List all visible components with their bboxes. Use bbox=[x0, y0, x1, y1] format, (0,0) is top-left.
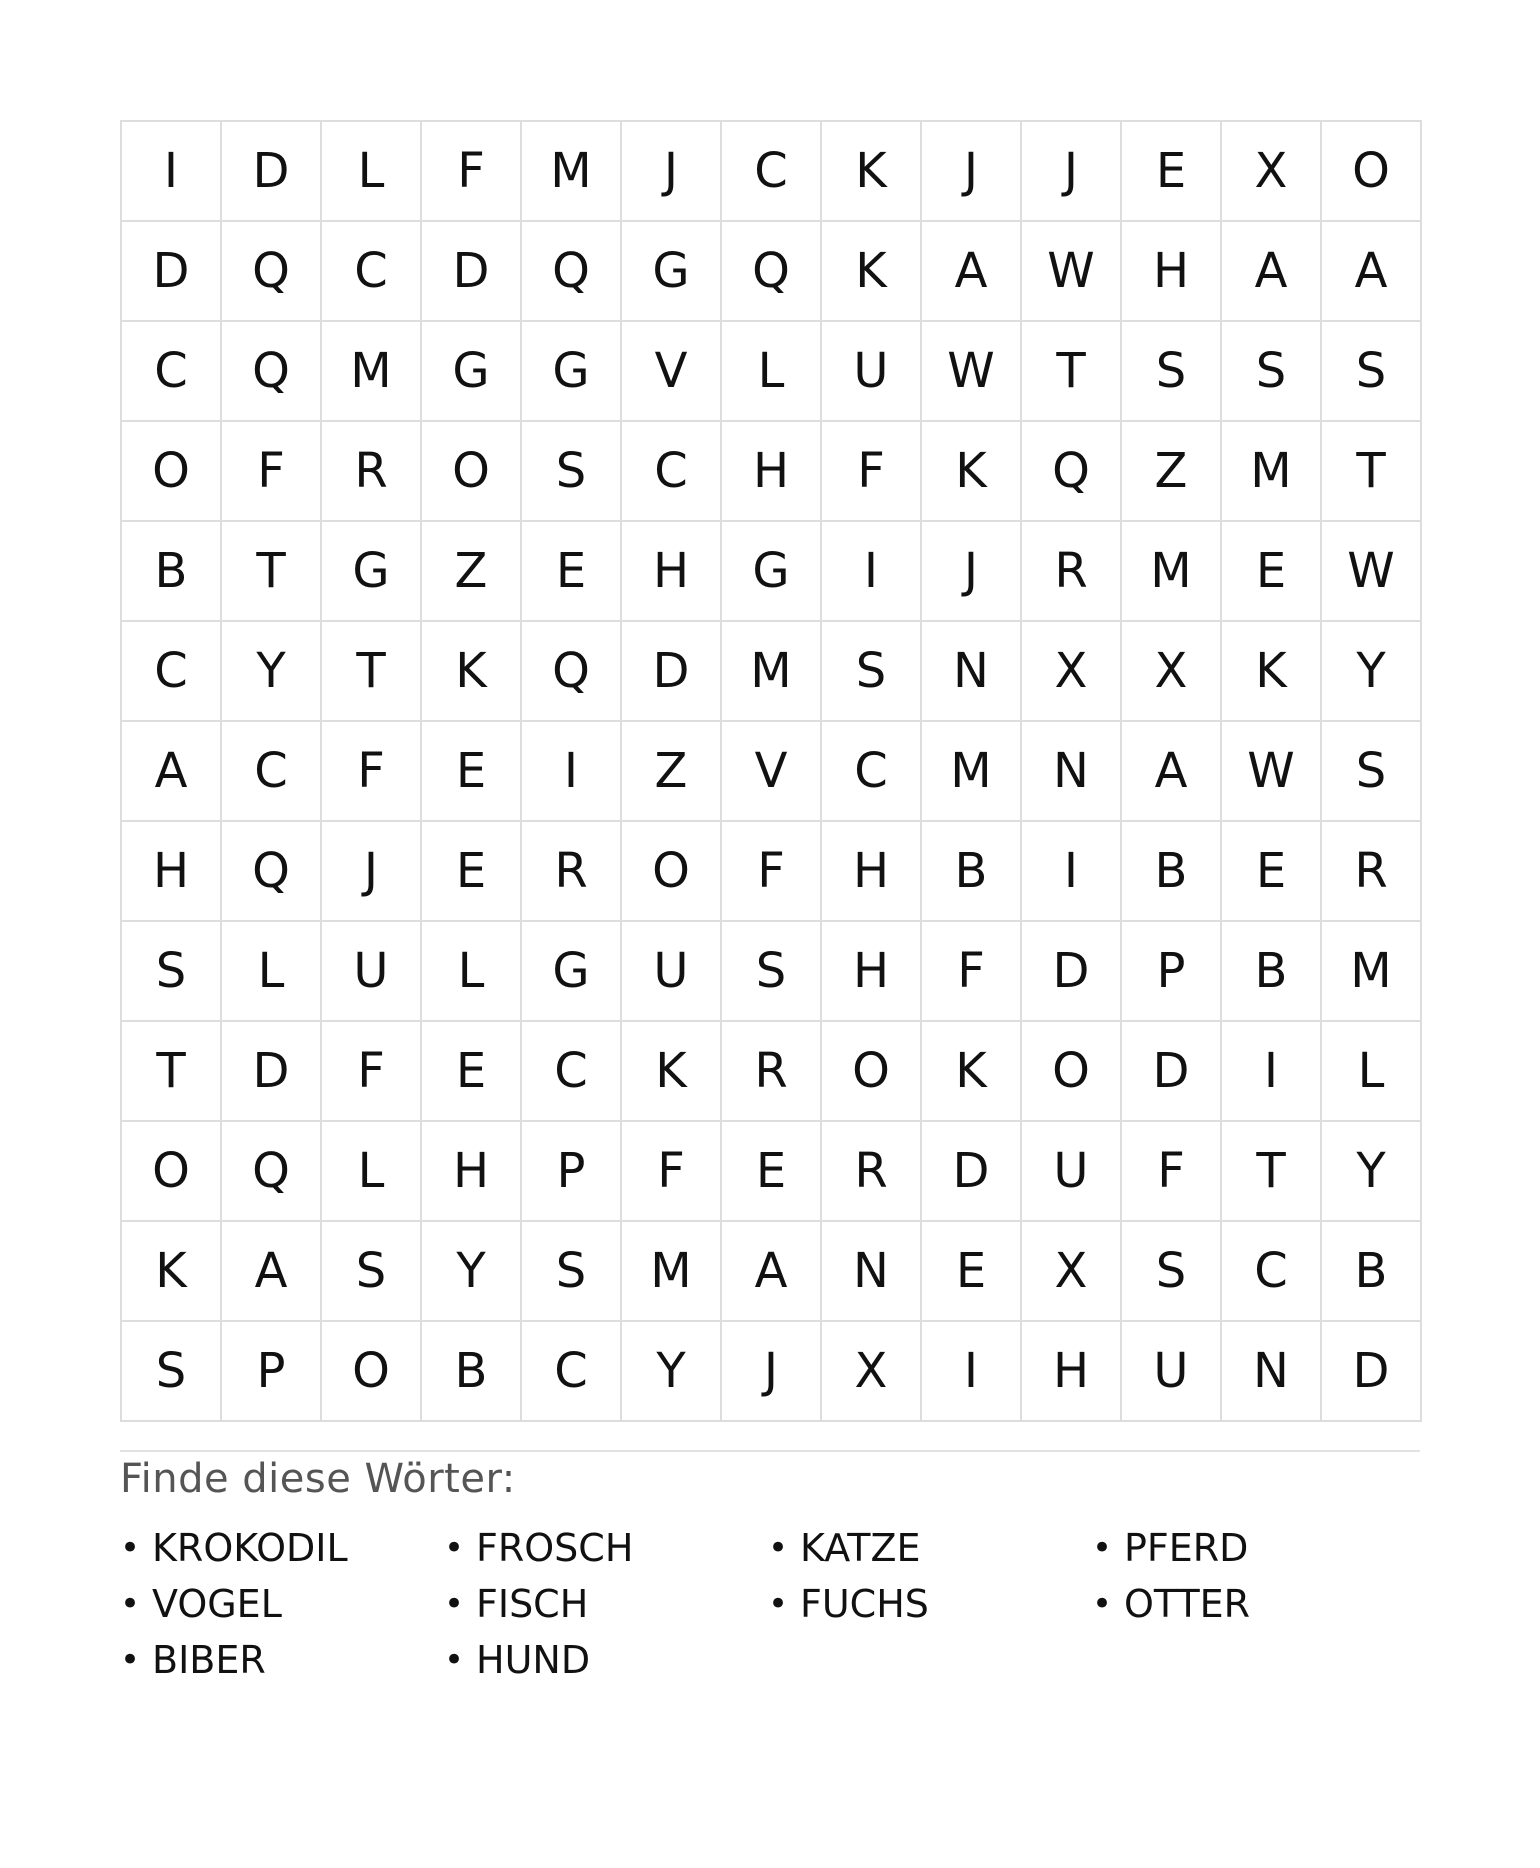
word-label: KROKODIL bbox=[152, 1526, 348, 1570]
grid-cell[interactable]: E bbox=[922, 1222, 1022, 1322]
grid-cell[interactable]: W bbox=[1322, 522, 1422, 622]
grid-cell[interactable]: O bbox=[122, 1122, 222, 1222]
grid-cell[interactable]: B bbox=[1222, 922, 1322, 1022]
bullet-icon: • bbox=[120, 1584, 141, 1624]
grid-cell[interactable]: U bbox=[822, 322, 922, 422]
grid-cell[interactable]: S bbox=[122, 922, 222, 1022]
divider bbox=[120, 1450, 1420, 1452]
grid-cell[interactable]: E bbox=[722, 1122, 822, 1222]
grid-cell[interactable]: S bbox=[122, 1322, 222, 1422]
grid-cell[interactable]: S bbox=[522, 422, 622, 522]
grid-cell[interactable]: R bbox=[722, 1022, 822, 1122]
bullet-icon: • bbox=[1092, 1528, 1113, 1568]
bullet-icon: • bbox=[444, 1640, 465, 1680]
grid-cell[interactable]: X bbox=[1222, 122, 1322, 222]
bullet-icon: • bbox=[1092, 1584, 1113, 1624]
grid-cell[interactable]: X bbox=[1022, 1222, 1122, 1322]
word-list-item bbox=[444, 1576, 768, 1632]
grid-cell[interactable]: C bbox=[222, 722, 322, 822]
grid-cell[interactable]: F bbox=[422, 122, 522, 222]
grid-cell[interactable]: F bbox=[1122, 1122, 1222, 1222]
word-search-page bbox=[120, 120, 1420, 1688]
grid-cell[interactable]: T bbox=[122, 1022, 222, 1122]
grid-cell[interactable]: O bbox=[1022, 1022, 1122, 1122]
grid-cell[interactable]: S bbox=[722, 922, 822, 1022]
grid-cell[interactable]: D bbox=[222, 122, 322, 222]
word-label: PFERD bbox=[1124, 1526, 1249, 1570]
grid-cell[interactable]: Q bbox=[722, 222, 822, 322]
grid-cell[interactable]: O bbox=[1322, 122, 1422, 222]
grid-cell[interactable]: B bbox=[122, 522, 222, 622]
grid-cell[interactable]: H bbox=[122, 822, 222, 922]
grid-cell[interactable]: X bbox=[822, 1322, 922, 1422]
grid-cell[interactable]: C bbox=[522, 1322, 622, 1422]
grid-cell[interactable]: T bbox=[1022, 322, 1122, 422]
grid-cell[interactable]: Q bbox=[522, 622, 622, 722]
grid-cell[interactable]: L bbox=[322, 1122, 422, 1222]
grid-cell[interactable]: H bbox=[722, 422, 822, 522]
grid-cell[interactable]: G bbox=[522, 922, 622, 1022]
grid-cell[interactable]: J bbox=[722, 1322, 822, 1422]
grid-cell[interactable]: Q bbox=[222, 1122, 322, 1222]
word-label: OTTER bbox=[1124, 1582, 1251, 1626]
grid-cell[interactable]: Y bbox=[1322, 622, 1422, 722]
grid-cell[interactable]: H bbox=[1122, 222, 1222, 322]
grid-cell[interactable]: Y bbox=[1322, 1122, 1422, 1222]
word-list-item bbox=[1092, 1576, 1416, 1632]
grid-cell[interactable]: V bbox=[622, 322, 722, 422]
grid-cell[interactable]: L bbox=[1322, 1022, 1422, 1122]
word-list-item bbox=[120, 1632, 444, 1688]
grid-cell[interactable]: C bbox=[1222, 1222, 1322, 1322]
bullet-icon: • bbox=[120, 1528, 141, 1568]
bullet-icon: • bbox=[120, 1640, 141, 1680]
grid-cell[interactable]: D bbox=[622, 622, 722, 722]
grid-cell[interactable]: G bbox=[422, 322, 522, 422]
grid-cell[interactable]: Z bbox=[622, 722, 722, 822]
grid-cell[interactable]: P bbox=[522, 1122, 622, 1222]
grid-cell[interactable]: F bbox=[622, 1122, 722, 1222]
grid-cell[interactable]: J bbox=[922, 122, 1022, 222]
grid-cell[interactable]: B bbox=[922, 822, 1022, 922]
word-list-item bbox=[120, 1520, 444, 1576]
grid-cell[interactable]: K bbox=[622, 1022, 722, 1122]
grid-cell[interactable]: G bbox=[622, 222, 722, 322]
grid-cell[interactable]: S bbox=[822, 622, 922, 722]
grid-cell[interactable]: J bbox=[322, 822, 422, 922]
grid-cell[interactable]: A bbox=[922, 222, 1022, 322]
grid-cell[interactable]: M bbox=[322, 322, 422, 422]
grid-cell[interactable]: K bbox=[922, 1022, 1022, 1122]
bullet-icon: • bbox=[768, 1584, 789, 1624]
grid-cell[interactable]: X bbox=[1022, 622, 1122, 722]
grid-cell[interactable]: N bbox=[1222, 1322, 1322, 1422]
grid-cell[interactable]: S bbox=[1122, 1222, 1222, 1322]
grid-cell[interactable]: Q bbox=[522, 222, 622, 322]
word-label: FISCH bbox=[476, 1582, 589, 1626]
grid-cell[interactable]: G bbox=[722, 522, 822, 622]
grid-cell[interactable]: K bbox=[822, 122, 922, 222]
grid-cell[interactable]: T bbox=[322, 622, 422, 722]
grid-cell[interactable]: E bbox=[522, 522, 622, 622]
grid-cell[interactable]: T bbox=[222, 522, 322, 622]
grid-cell[interactable]: M bbox=[722, 622, 822, 722]
grid-cell[interactable]: I bbox=[122, 122, 222, 222]
word-list-item bbox=[768, 1520, 1092, 1576]
bullet-icon: • bbox=[444, 1528, 465, 1568]
word-list-item bbox=[120, 1576, 444, 1632]
grid-cell[interactable]: S bbox=[322, 1222, 422, 1322]
grid-cell[interactable]: I bbox=[1222, 1022, 1322, 1122]
grid-cell[interactable]: S bbox=[1322, 722, 1422, 822]
word-list-item bbox=[444, 1632, 768, 1688]
grid-cell[interactable]: F bbox=[222, 422, 322, 522]
letter-grid bbox=[120, 120, 1422, 1422]
grid-cell[interactable]: C bbox=[622, 422, 722, 522]
grid-cell[interactable]: I bbox=[922, 1322, 1022, 1422]
grid-cell[interactable]: I bbox=[522, 722, 622, 822]
grid-cell[interactable]: G bbox=[522, 322, 622, 422]
grid-cell[interactable]: A bbox=[122, 722, 222, 822]
word-label: BIBER bbox=[152, 1638, 266, 1682]
grid-cell[interactable]: A bbox=[222, 1222, 322, 1322]
grid-cell[interactable]: K bbox=[122, 1222, 222, 1322]
grid-cell[interactable]: E bbox=[422, 722, 522, 822]
grid-cell[interactable]: D bbox=[422, 222, 522, 322]
grid-cell[interactable]: F bbox=[822, 422, 922, 522]
grid-cell[interactable]: N bbox=[822, 1222, 922, 1322]
word-list-item bbox=[444, 1520, 768, 1576]
grid-cell[interactable]: Q bbox=[222, 822, 322, 922]
grid-cell[interactable]: Q bbox=[222, 322, 322, 422]
grid-cell[interactable]: J bbox=[622, 122, 722, 222]
grid-cell[interactable]: L bbox=[422, 922, 522, 1022]
grid-cell[interactable]: K bbox=[822, 222, 922, 322]
grid-cell[interactable]: J bbox=[922, 522, 1022, 622]
grid-cell[interactable]: T bbox=[1222, 1122, 1322, 1222]
grid-cell[interactable]: M bbox=[1322, 922, 1422, 1022]
grid-cell[interactable]: C bbox=[522, 1022, 622, 1122]
grid-cell[interactable]: C bbox=[722, 122, 822, 222]
grid-cell[interactable]: R bbox=[522, 822, 622, 922]
grid-cell[interactable]: L bbox=[322, 122, 422, 222]
word-label: FUCHS bbox=[800, 1582, 929, 1626]
grid-cell[interactable]: D bbox=[1322, 1322, 1422, 1422]
grid-cell[interactable]: O bbox=[122, 422, 222, 522]
grid-cell[interactable]: B bbox=[1122, 822, 1222, 922]
bullet-icon: • bbox=[444, 1584, 465, 1624]
grid-cell[interactable]: E bbox=[1222, 522, 1322, 622]
grid-cell[interactable]: F bbox=[922, 922, 1022, 1022]
grid-cell[interactable]: M bbox=[1122, 522, 1222, 622]
grid-cell[interactable]: S bbox=[1322, 322, 1422, 422]
grid-cell[interactable]: U bbox=[322, 922, 422, 1022]
word-label: FROSCH bbox=[476, 1526, 634, 1570]
grid-cell[interactable]: C bbox=[122, 322, 222, 422]
grid-cell[interactable]: D bbox=[222, 1022, 322, 1122]
grid-cell[interactable]: R bbox=[322, 422, 422, 522]
grid-cell[interactable]: O bbox=[322, 1322, 422, 1422]
grid-cell[interactable]: E bbox=[422, 1022, 522, 1122]
grid-cell[interactable]: O bbox=[622, 822, 722, 922]
grid-cell[interactable]: Q bbox=[222, 222, 322, 322]
grid-cell[interactable]: M bbox=[922, 722, 1022, 822]
grid-cell[interactable]: C bbox=[322, 222, 422, 322]
grid-cell[interactable]: W bbox=[1222, 722, 1322, 822]
grid-cell[interactable]: K bbox=[1222, 622, 1322, 722]
grid-cell[interactable]: F bbox=[322, 722, 422, 822]
grid-cell[interactable]: D bbox=[1122, 1022, 1222, 1122]
grid-cell[interactable]: P bbox=[222, 1322, 322, 1422]
grid-cell[interactable]: A bbox=[1322, 222, 1422, 322]
grid-cell[interactable]: A bbox=[1222, 222, 1322, 322]
grid-cell[interactable]: I bbox=[1022, 822, 1122, 922]
grid-cell[interactable]: U bbox=[1022, 1122, 1122, 1222]
grid-cell[interactable]: I bbox=[822, 522, 922, 622]
grid-cell[interactable]: F bbox=[722, 822, 822, 922]
grid-cell[interactable]: P bbox=[1122, 922, 1222, 1022]
grid-cell[interactable]: F bbox=[322, 1022, 422, 1122]
grid-cell[interactable]: X bbox=[1122, 622, 1222, 722]
grid-cell[interactable]: U bbox=[1122, 1322, 1222, 1422]
grid-cell[interactable]: Z bbox=[422, 522, 522, 622]
grid-cell[interactable]: R bbox=[1022, 522, 1122, 622]
grid-cell[interactable]: B bbox=[422, 1322, 522, 1422]
grid-cell[interactable]: S bbox=[522, 1222, 622, 1322]
grid-cell[interactable]: W bbox=[922, 322, 1022, 422]
grid-cell[interactable]: J bbox=[1022, 122, 1122, 222]
grid-cell[interactable]: W bbox=[1022, 222, 1122, 322]
grid-cell[interactable]: S bbox=[1122, 322, 1222, 422]
grid-cell[interactable]: K bbox=[422, 622, 522, 722]
grid-cell[interactable]: E bbox=[1222, 822, 1322, 922]
grid-cell[interactable]: H bbox=[1022, 1322, 1122, 1422]
grid-cell[interactable]: D bbox=[122, 222, 222, 322]
grid-cell[interactable]: H bbox=[422, 1122, 522, 1222]
word-list-heading: Finde diese Wörter: bbox=[120, 1456, 516, 1502]
grid-cell[interactable]: T bbox=[1322, 422, 1422, 522]
grid-cell[interactable]: L bbox=[722, 322, 822, 422]
grid-cell[interactable]: M bbox=[622, 1222, 722, 1322]
grid-cell[interactable]: Q bbox=[1022, 422, 1122, 522]
grid-cell[interactable]: R bbox=[1322, 822, 1422, 922]
grid-cell[interactable]: U bbox=[622, 922, 722, 1022]
grid-cell[interactable]: H bbox=[822, 922, 922, 1022]
grid-cell[interactable]: C bbox=[122, 622, 222, 722]
grid-cell[interactable]: K bbox=[922, 422, 1022, 522]
word-list bbox=[120, 1520, 1420, 1688]
grid-cell[interactable]: A bbox=[1122, 722, 1222, 822]
grid-cell[interactable]: Y bbox=[422, 1222, 522, 1322]
grid-cell[interactable]: Y bbox=[222, 622, 322, 722]
grid-cell[interactable]: G bbox=[322, 522, 422, 622]
grid-cell[interactable]: H bbox=[622, 522, 722, 622]
bullet-icon: • bbox=[768, 1528, 789, 1568]
grid-cell[interactable]: N bbox=[1022, 722, 1122, 822]
word-label: HUND bbox=[476, 1638, 591, 1682]
word-list-item bbox=[1092, 1520, 1416, 1576]
grid-cell[interactable]: N bbox=[922, 622, 1022, 722]
grid-cell[interactable]: C bbox=[822, 722, 922, 822]
word-label: VOGEL bbox=[152, 1582, 282, 1626]
grid-cell[interactable]: E bbox=[1122, 122, 1222, 222]
grid-cell[interactable]: H bbox=[822, 822, 922, 922]
word-list-item bbox=[768, 1576, 1092, 1632]
grid-cell[interactable]: V bbox=[722, 722, 822, 822]
grid-cell[interactable]: E bbox=[422, 822, 522, 922]
word-label: KATZE bbox=[800, 1526, 921, 1570]
grid-cell[interactable]: M bbox=[1222, 422, 1322, 522]
grid-cell[interactable]: S bbox=[1222, 322, 1322, 422]
grid-cell[interactable]: D bbox=[1022, 922, 1122, 1022]
grid-cell[interactable]: O bbox=[822, 1022, 922, 1122]
grid-cell[interactable]: Y bbox=[622, 1322, 722, 1422]
grid-cell[interactable]: R bbox=[822, 1122, 922, 1222]
grid-cell[interactable]: M bbox=[522, 122, 622, 222]
grid-cell[interactable]: D bbox=[922, 1122, 1022, 1222]
grid-cell[interactable]: O bbox=[422, 422, 522, 522]
grid-cell[interactable]: B bbox=[1322, 1222, 1422, 1322]
grid-cell[interactable]: L bbox=[222, 922, 322, 1022]
grid-cell[interactable]: Z bbox=[1122, 422, 1222, 522]
grid-cell[interactable]: A bbox=[722, 1222, 822, 1322]
